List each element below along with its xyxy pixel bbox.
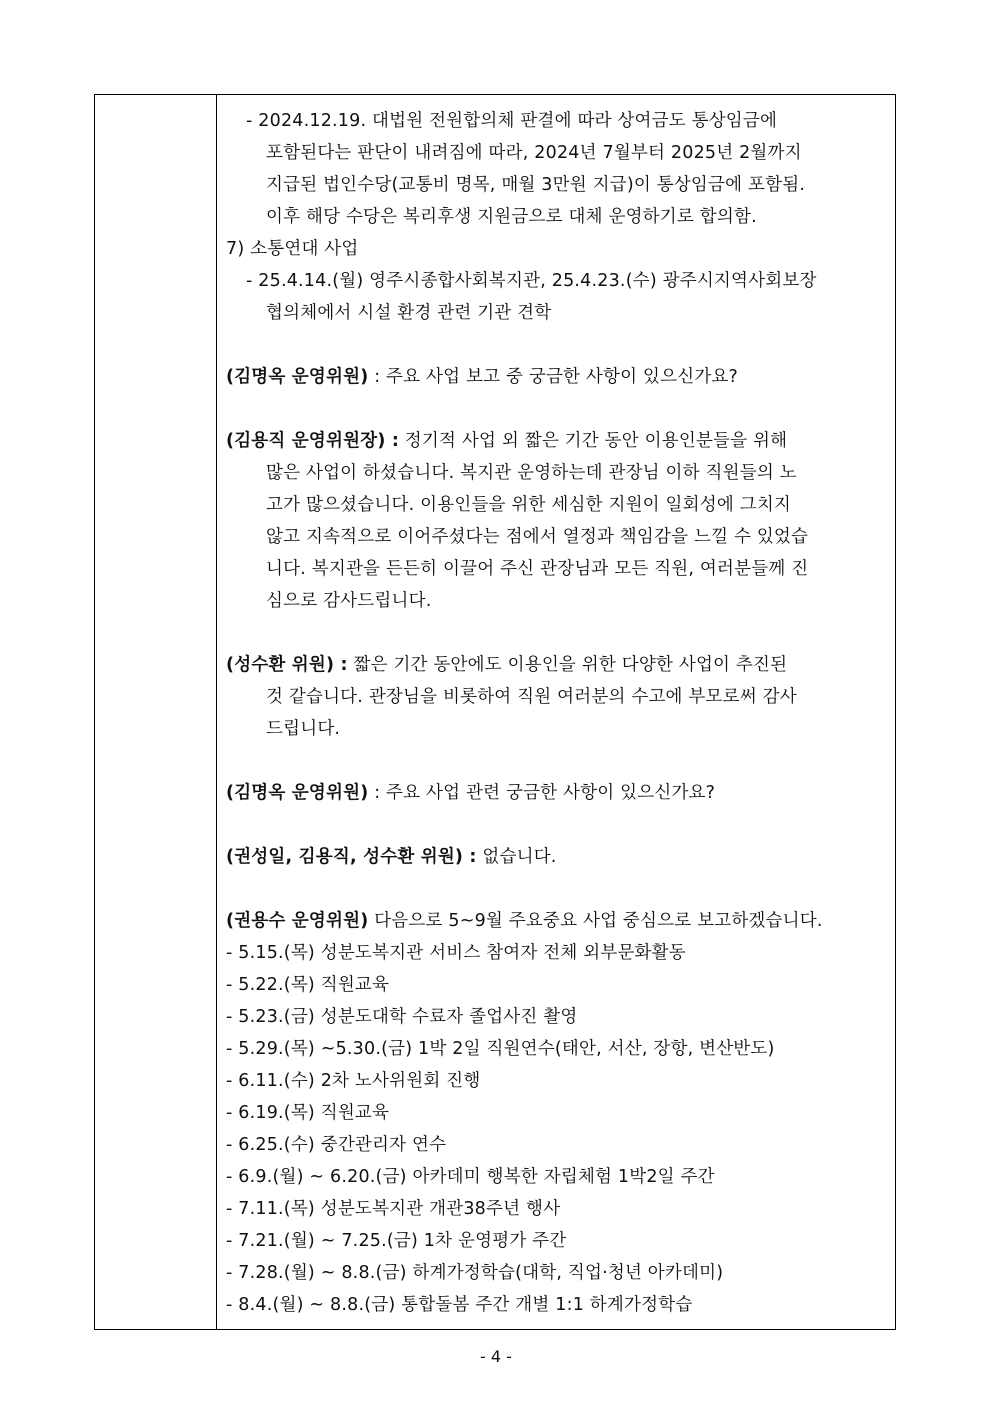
- minutes-content-cell: [226, 105, 888, 1321]
- speaker-name: (김명옥 운영위원): [226, 783, 369, 803]
- schedule-item: - 5.23.(금) 성분도대학 수료자 졸업사진 촬영: [226, 1007, 578, 1027]
- dialogue-line: [226, 425, 888, 457]
- report-line: 협의체에서 시설 환경 관련 기관 견학: [266, 303, 552, 323]
- schedule-item: - 6.19.(목) 직원교육: [226, 1103, 390, 1123]
- schedule-item: - 6.25.(수) 중간관리자 연수: [226, 1135, 447, 1155]
- page-number: - 4 -: [480, 1347, 512, 1366]
- dialogue-line: [226, 841, 888, 873]
- dialogue-line: [226, 905, 888, 937]
- speech-continuation: 것 같습니다. 관장님을 비롯하여 직원 여러분의 수고에 부모로써 감사: [266, 687, 797, 707]
- schedule-item: - 5.15.(목) 성분도복지관 서비스 참여자 전체 외부문화활동: [226, 943, 686, 963]
- column-divider: [216, 95, 217, 1329]
- speech-text: 짧은 기간 동안에도 이용인을 위한 다양한 사업이 추진된: [347, 655, 788, 675]
- schedule-item: - 6.11.(수) 2차 노사위원회 진행: [226, 1071, 481, 1091]
- spacer: [226, 617, 888, 649]
- speaker-name: (김용직 운영위원장) :: [226, 431, 400, 451]
- schedule-item: - 5.29.(목) ~5.30.(금) 1박 2일 직원연수(태안, 서산, 장항, 변산반도): [226, 1039, 775, 1059]
- spacer: [226, 745, 888, 777]
- speech-text: 없습니다.: [476, 847, 557, 867]
- report-line: 이후 해당 수당은 복리후생 지원금으로 대체 운영하기로 합의함.: [266, 207, 757, 227]
- report-line: - 2024.12.19. 대법원 전원합의체 판결에 따라 상여금도 통상임금에: [246, 111, 778, 131]
- speech-continuation: 고가 많으셨습니다. 이용인들을 위한 세심한 지원이 일회성에 그치지: [266, 495, 792, 515]
- minutes-table: [94, 94, 896, 1330]
- speech-continuation: 많은 사업이 하셨습니다. 복지관 운영하는데 관장님 이하 직원들의 노: [266, 463, 797, 483]
- speech-text: : 주요 사업 보고 중 궁금한 사항이 있으신가요?: [368, 367, 739, 387]
- speech-text: 정기적 사업 외 짧은 기간 동안 이용인분들을 위해: [399, 431, 788, 451]
- speech-continuation: 심으로 감사드립니다.: [266, 591, 432, 611]
- spacer: [226, 393, 888, 425]
- dialogue-line: [226, 649, 888, 681]
- schedule-item: - 8.4.(월) ~ 8.8.(금) 통합돌봄 주간 개별 1:1 하계가정학습: [226, 1295, 693, 1315]
- report-line: 지급된 법인수당(교통비 명목, 매월 3만원 지급)이 통상임금에 포함됨.: [266, 175, 806, 195]
- schedule-item: - 7.28.(월) ~ 8.8.(금) 하계가정학습(대학, 직업·청년 아카데미): [226, 1263, 724, 1283]
- speaker-name: (성수환 위원) :: [226, 655, 348, 675]
- speech-text: 다음으로 5~9월 주요중요 사업 중심으로 보고하겠습니다.: [368, 911, 823, 931]
- speech-continuation: 니다. 복지관을 든든히 이끌어 주신 관장님과 모든 직원, 여러분들께 진: [266, 559, 809, 579]
- speech-text: : 주요 사업 관련 궁금한 사항이 있으신가요?: [368, 783, 716, 803]
- schedule-item: - 7.11.(목) 성분도복지관 개관38주년 행사: [226, 1199, 561, 1219]
- schedule-item: - 6.9.(월) ~ 6.20.(금) 아카데미 행복한 자립체험 1박2일 주간: [226, 1167, 715, 1187]
- speech-continuation: 않고 지속적으로 이어주셨다는 점에서 열정과 책임감을 느낄 수 있었습: [266, 527, 809, 547]
- speaker-name: (권용수 운영위원): [226, 911, 369, 931]
- report-line: 포함된다는 판단이 내려짐에 따라, 2024년 7월부터 2025년 2월까지: [266, 143, 802, 163]
- spacer: [226, 329, 888, 361]
- speaker-name: (김명옥 운영위원): [226, 367, 369, 387]
- speech-continuation: 드립니다.: [266, 719, 341, 739]
- speaker-name: (권성일, 김용직, 성수환 위원) :: [226, 847, 477, 867]
- spacer: [226, 809, 888, 841]
- schedule-item: - 7.21.(월) ~ 7.25.(금) 1차 운영평가 주간: [226, 1231, 567, 1251]
- dialogue-line: [226, 777, 888, 809]
- schedule-item: - 5.22.(목) 직원교육: [226, 975, 390, 995]
- spacer: [226, 873, 888, 905]
- section-heading: 7) 소통연대 사업: [226, 239, 359, 259]
- report-line: - 25.4.14.(월) 영주시종합사회복지관, 25.4.23.(수) 광주시지역사회보장: [246, 271, 817, 291]
- dialogue-line: [226, 361, 888, 393]
